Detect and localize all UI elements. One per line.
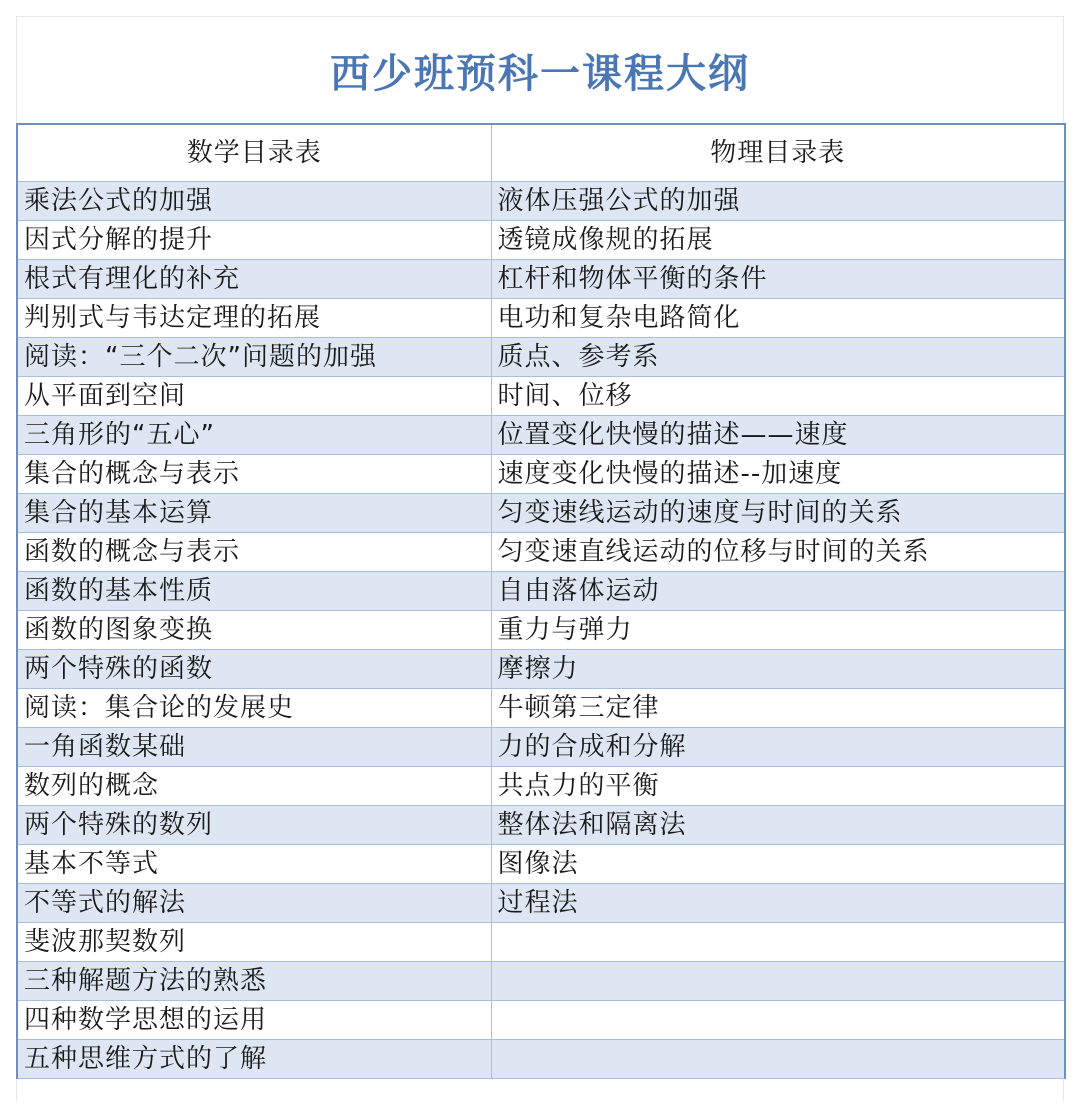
math-topic: 四种数学思想的运用 (17, 1001, 491, 1040)
physics-topic: 时间、位移 (491, 377, 1065, 416)
math-topic: 两个特殊的数列 (17, 806, 491, 845)
physics-topic: 电功和复杂电路简化 (491, 299, 1065, 338)
table-row (17, 845, 1065, 884)
physics-topic (491, 923, 1065, 962)
table-row (17, 923, 1065, 962)
math-topic: 从平面到空间 (17, 377, 491, 416)
physics-topic (491, 962, 1065, 1001)
physics-topic: 图像法 (491, 845, 1065, 884)
math-topic: 因式分解的提升 (17, 221, 491, 260)
syllabus-table (16, 123, 1066, 1079)
math-topic: 三种解题方法的熟悉 (17, 962, 491, 1001)
math-topic: 一角函数某础 (17, 728, 491, 767)
math-topic: 阅读：“三个二次”问题的加强 (17, 338, 491, 377)
math-topic: 不等式的解法 (17, 884, 491, 923)
math-topic: 集合的基本运算 (17, 494, 491, 533)
physics-topic (491, 1040, 1065, 1079)
table-row (17, 338, 1065, 377)
physics-topic: 匀变速线运动的速度与时间的关系 (491, 494, 1065, 533)
table-row (17, 572, 1065, 611)
physics-topic: 力的合成和分解 (491, 728, 1065, 767)
table-row (17, 689, 1065, 728)
math-topic: 两个特殊的函数 (17, 650, 491, 689)
physics-topic: 摩擦力 (491, 650, 1065, 689)
physics-topic: 液体压强公式的加强 (491, 182, 1065, 221)
math-topic: 集合的概念与表示 (17, 455, 491, 494)
table-row (17, 299, 1065, 338)
table-row (17, 533, 1065, 572)
physics-topic: 杠杆和物体平衡的条件 (491, 260, 1065, 299)
math-topic: 函数的图象变换 (17, 611, 491, 650)
physics-topic: 自由落体运动 (491, 572, 1065, 611)
table-row (17, 962, 1065, 1001)
table-row (17, 650, 1065, 689)
physics-topic: 透镜成像规的拓展 (491, 221, 1065, 260)
table-row (17, 416, 1065, 455)
table-row (17, 728, 1065, 767)
math-topic: 函数的基本性质 (17, 572, 491, 611)
physics-topic: 重力与弹力 (491, 611, 1065, 650)
math-topic: 数列的概念 (17, 767, 491, 806)
math-topic: 乘法公式的加强 (17, 182, 491, 221)
table-row (17, 455, 1065, 494)
math-topic: 斐波那契数列 (17, 923, 491, 962)
physics-topic: 整体法和隔离法 (491, 806, 1065, 845)
page-title: 西少班预科一课程大纲 (330, 50, 750, 97)
physics-topic: 共点力的平衡 (491, 767, 1065, 806)
physics-topic: 位置变化快慢的描述——速度 (491, 416, 1065, 455)
math-topic: 根式有理化的补充 (17, 260, 491, 299)
physics-column-header: 物理目录表 (491, 124, 1065, 182)
table-header-row (17, 124, 1065, 182)
physics-topic: 质点、参考系 (491, 338, 1065, 377)
table-row (17, 221, 1065, 260)
table-row (17, 182, 1065, 221)
math-column-header: 数学目录表 (17, 124, 491, 182)
table-row (17, 767, 1065, 806)
math-topic: 五种思维方式的了解 (17, 1040, 491, 1079)
math-topic: 基本不等式 (17, 845, 491, 884)
table-row (17, 806, 1065, 845)
table-row (17, 1040, 1065, 1079)
math-topic: 判别式与韦达定理的拓展 (17, 299, 491, 338)
table-row (17, 611, 1065, 650)
math-topic: 三角形的“五心” (17, 416, 491, 455)
math-topic: 函数的概念与表示 (17, 533, 491, 572)
physics-topic (491, 1001, 1065, 1040)
table-row (17, 260, 1065, 299)
table-row (17, 494, 1065, 533)
physics-topic: 匀变速直线运动的位移与时间的关系 (491, 533, 1065, 572)
table-row (17, 377, 1065, 416)
math-topic: 阅读：集合论的发展史 (17, 689, 491, 728)
table-row (17, 1001, 1065, 1040)
physics-topic: 速度变化快慢的描述--加速度 (491, 455, 1065, 494)
syllabus-sheet (16, 16, 1064, 1101)
table-row (17, 884, 1065, 923)
physics-topic: 牛顿第三定律 (491, 689, 1065, 728)
physics-topic: 过程法 (491, 884, 1065, 923)
